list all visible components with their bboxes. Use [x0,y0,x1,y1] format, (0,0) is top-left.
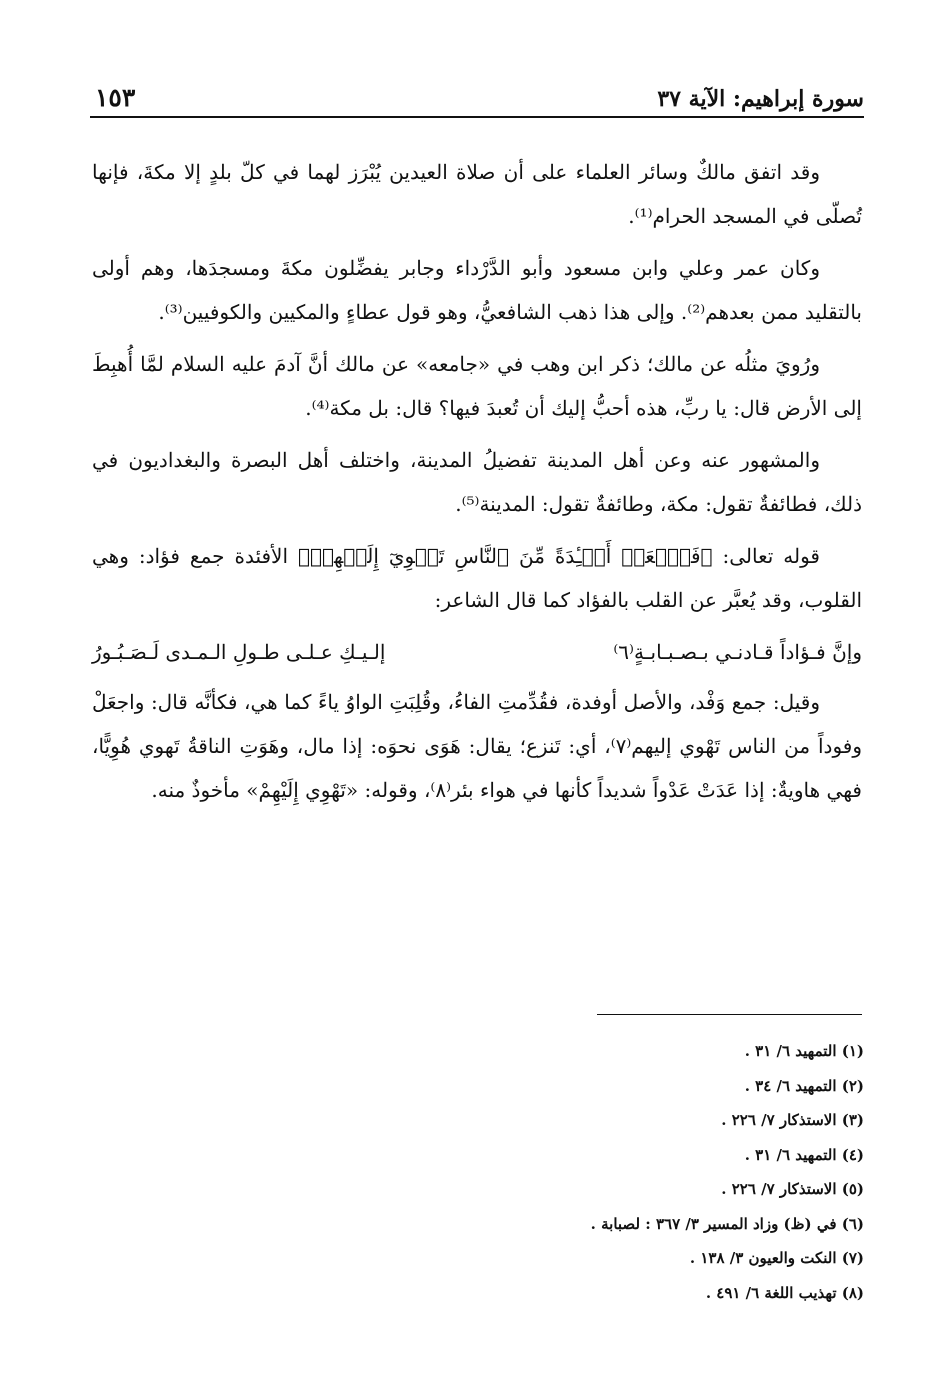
footnote: (٥) الاستذكار ٧/ ٢٢٦ . [721,1180,864,1198]
main-text [92,150,862,820]
footnote: (٧) النكت والعيون ٣/ ١٣٨ . [689,1249,864,1267]
footnote: (٢) التمهيد ٦/ ٣٤ . [744,1076,864,1095]
header-rule [90,116,864,118]
paragraph: ورُويَ مثلُه عن مالك؛ ذكر ابن وهب في «جامعه» عن مالك أنَّ آدمَ عليه السلام لمَّا أُهبِطَ إلى الأرض قال: يا ربِّ، هذه أحبُّ إليك أن تُعبدَ فيها؟ قال: بل مكة⁽⁴⁾. [92,352,862,420]
footnote-separator [597,1014,862,1015]
surah-title: سورة إبراهيم: الآية ٣٧ [657,86,864,112]
footnote: (٨) تهذيب اللغة ٦/ ٤٩١ . [705,1283,864,1302]
poetry-verse [92,630,862,674]
footnote: (٤) التمهيد ٦/ ٣١ . [744,1145,864,1164]
paragraph: قوله تعالى: ﴿فَٱجۡعَلۡ أَفۡـِٔدَةً مِّنَ ٱلنَّاسِ تَهۡوِيٓ إِلَيۡهِمۡ﴾ الأفئدة جمع فؤاد: وهي القلوب، وقد يُعبَّر عن القلب بالفؤاد كما قال الشاعر: [92,544,862,612]
paragraph: وقيل: جمع وَفْد، والأصل أوفدة، فقُدِّمتِ الفاءُ، وقُلِبَتِ الواوُ ياءً كما هي، فكأنَّه قال: واجعَلْ وفوداً من الناس تَهْوي إليهم⁽٧⁾، أي: تَنزع؛ يقال: هَوَى نحوَه: إذا مال، وهَوَتِ الناقةُ تَهوي هُوِيًّا، فهي هاويةٌ: إذا عَدَتْ عَدْواً شديداً كأنها في هواء بئر⁽٨⁾، وقوله: «تَهْوِي إِلَيْهِمْ» مأخوذٌ منه. [92,690,862,802]
page-number: ١٥٣ [95,83,136,112]
footnote: (١) التمهيد ٦/ ٣١ . [744,1042,864,1060]
paragraph: وكان عمر وعلي وابن مسعود وأبو الدَّرْداء وجابر يفضِّلون مكةَ ومسجدَها، وهم أولى بالتقليد ممن بعدهم⁽²⁾. وإلى هذا ذهب الشافعيُّ، وهو قول عطاءٍ والمكيين والكوفيين⁽³⁾. [92,256,862,324]
verse-second-hemistich: إلـيـكِ عـلـى طـولِ الـمـدى لَـصَـبُـورُ [92,640,386,664]
verse-first-hemistich: وإنَّ فـؤاداً قـادنـي بـصـبـابـةٍ⁽٦⁾ [613,640,862,664]
footnote: (٦) في (ظ) وزاد المسير ٣/ ٣٦٧ : لصبابة . [590,1214,864,1233]
footnote: (٣) الاستذكار ٧/ ٢٢٦ . [721,1111,864,1129]
paragraph: وقد اتفق مالكٌ وسائر العلماء على أن صلاة العيدين يُبْرَز لهما في كلّ بلدٍ إلا مكةَ، فإنها تُصلّى في المسجد الحرام⁽¹⁾. [92,160,862,228]
paragraph: والمشهور عنه وعن أهل المدينة تفضيلُ المدينة، واختلف أهل البصرة والبغداديون في ذلك، فطائفةٌ تقول: مكة، وطائفةٌ تقول: المدينة⁽⁵⁾. [92,448,862,516]
running-header [95,74,864,112]
footnotes-list [444,1034,864,1310]
